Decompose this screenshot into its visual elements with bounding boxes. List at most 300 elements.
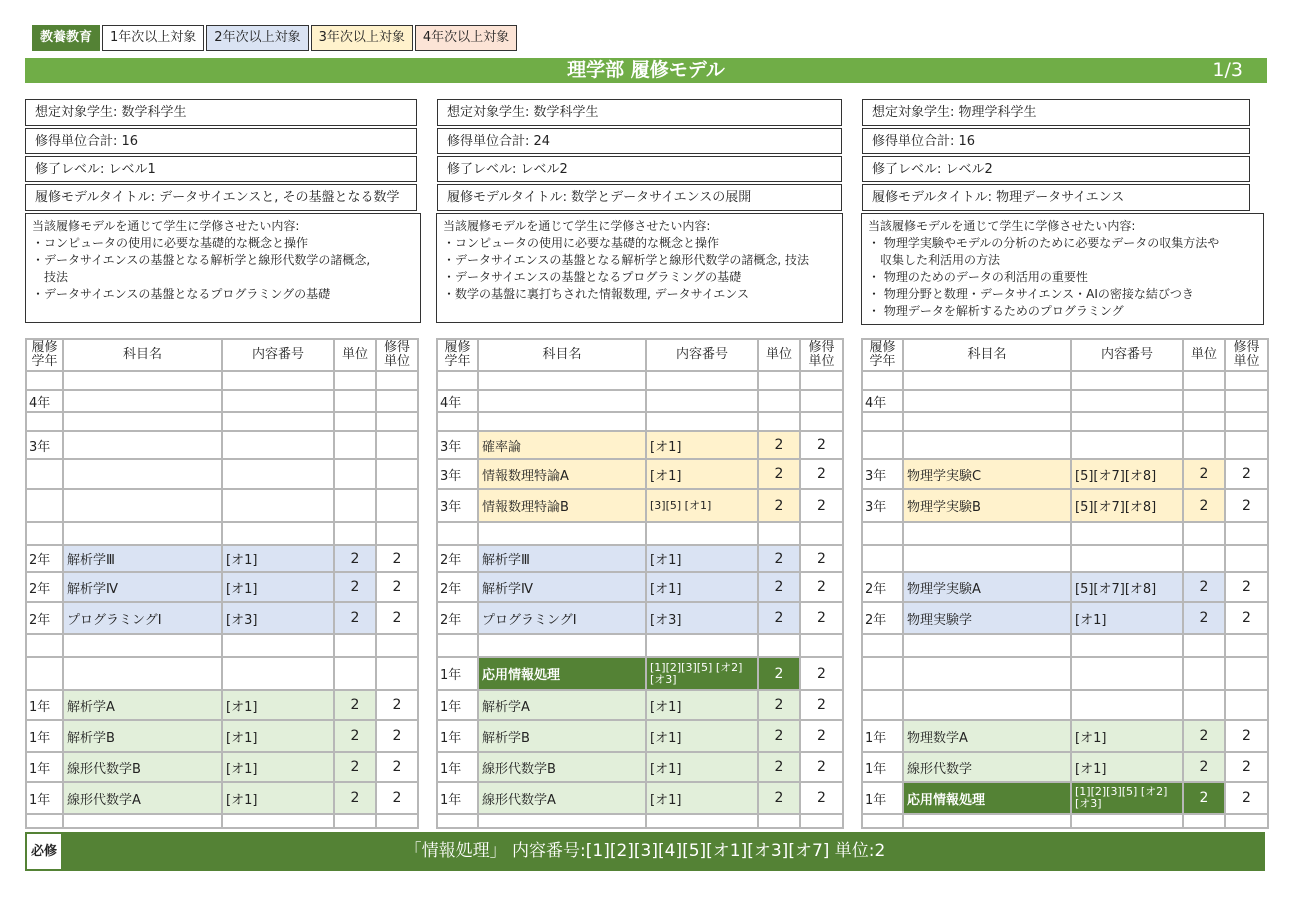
subject-cell: 解析学Ⅲ bbox=[478, 545, 646, 572]
code-cell bbox=[222, 522, 334, 545]
credit-cell: 2 bbox=[800, 545, 843, 572]
code-cell: [オ1] bbox=[222, 752, 334, 782]
goal-line: 収集した利活用の方法 bbox=[880, 253, 1001, 267]
goal-line: 技法 bbox=[44, 270, 69, 284]
table-row bbox=[437, 634, 843, 657]
year-cell bbox=[26, 459, 63, 489]
subject-cell: 線形代数学B bbox=[63, 752, 222, 782]
subject-cell: 線形代数学B bbox=[478, 752, 646, 782]
code-cell bbox=[222, 390, 334, 412]
table-row bbox=[862, 634, 1268, 657]
year-cell bbox=[862, 412, 903, 431]
table-row bbox=[437, 690, 843, 720]
year-cell: 2年 bbox=[26, 602, 63, 634]
subject-cell bbox=[478, 814, 646, 828]
goal-line: ・ 物理のためのデータの利活用の重要性 bbox=[868, 270, 1088, 284]
code-cell: [オ1] bbox=[646, 431, 758, 459]
year-cell: 1年 bbox=[862, 782, 903, 814]
subject-cell bbox=[63, 412, 222, 431]
year-cell: 1年 bbox=[437, 690, 478, 720]
unit-cell bbox=[334, 412, 376, 431]
code-cell: [1][2][3][5] [オ2][オ3] bbox=[646, 657, 758, 690]
subject-cell: 情報数理特論B bbox=[478, 489, 646, 522]
table-row bbox=[437, 572, 843, 602]
header-subject: 科目名 bbox=[478, 339, 646, 371]
year-cell bbox=[437, 634, 478, 657]
credit-cell bbox=[1225, 814, 1268, 828]
unit-cell: 2 bbox=[1183, 572, 1225, 602]
unit-cell bbox=[1183, 814, 1225, 828]
subject-cell: 物理学実験C bbox=[903, 459, 1071, 489]
credit-cell bbox=[376, 814, 418, 828]
unit-cell: 2 bbox=[1183, 489, 1225, 522]
subject-cell bbox=[478, 390, 646, 412]
unit-cell: 2 bbox=[334, 782, 376, 814]
unit-cell: 2 bbox=[334, 752, 376, 782]
unit-cell: 2 bbox=[758, 459, 800, 489]
year-cell: 2年 bbox=[26, 545, 63, 572]
code-cell: [オ1] bbox=[646, 459, 758, 489]
code-cell: [オ1] bbox=[646, 720, 758, 752]
subject-cell: 応用情報処理 bbox=[903, 782, 1071, 814]
table-row bbox=[862, 720, 1268, 752]
header-code: 内容番号 bbox=[1071, 339, 1183, 371]
code-cell bbox=[646, 634, 758, 657]
header-unit: 単位 bbox=[334, 339, 376, 371]
table-row bbox=[26, 634, 418, 657]
header-unit: 単位 bbox=[758, 339, 800, 371]
unit-cell bbox=[1183, 371, 1225, 390]
year-cell bbox=[26, 814, 63, 828]
subject-cell bbox=[903, 657, 1071, 690]
credit-cell bbox=[1225, 522, 1268, 545]
code-cell: [オ1] bbox=[222, 720, 334, 752]
code-cell bbox=[646, 371, 758, 390]
year-cell: 3年 bbox=[437, 489, 478, 522]
code-cell bbox=[222, 371, 334, 390]
table-row bbox=[26, 545, 418, 572]
table-row bbox=[437, 720, 843, 752]
model2-target: 想定対象学生: 数学科学生 bbox=[437, 99, 842, 126]
year-cell: 1年 bbox=[26, 720, 63, 752]
code-cell bbox=[1071, 690, 1183, 720]
credit-cell bbox=[1225, 657, 1268, 690]
header-code: 内容番号 bbox=[222, 339, 334, 371]
header-year: 履修学年 bbox=[862, 339, 903, 371]
table-row bbox=[437, 657, 843, 690]
credit-cell: 2 bbox=[376, 545, 418, 572]
code-cell bbox=[1071, 545, 1183, 572]
unit-cell bbox=[334, 371, 376, 390]
year-cell: 1年 bbox=[437, 782, 478, 814]
unit-cell bbox=[1183, 431, 1225, 459]
table-row bbox=[26, 752, 418, 782]
subject-cell: 線形代数学A bbox=[63, 782, 222, 814]
table-row bbox=[26, 522, 418, 545]
year-cell: 1年 bbox=[437, 720, 478, 752]
table-row bbox=[862, 572, 1268, 602]
subject-cell bbox=[63, 371, 222, 390]
code-cell bbox=[222, 814, 334, 828]
code-cell: [オ1] bbox=[1071, 602, 1183, 634]
table-row bbox=[26, 602, 418, 634]
year-cell bbox=[26, 412, 63, 431]
code-cell: [オ1] bbox=[222, 545, 334, 572]
goal-line: ・データサイエンスの基盤となる解析学と線形代数学の諸概念, 技法 bbox=[443, 253, 809, 267]
year-cell: 2年 bbox=[437, 545, 478, 572]
page-title: 理学部 履修モデル bbox=[567, 59, 725, 81]
credit-cell: 2 bbox=[1225, 459, 1268, 489]
header-subject: 科目名 bbox=[63, 339, 222, 371]
code-cell bbox=[646, 390, 758, 412]
subject-cell bbox=[903, 522, 1071, 545]
table-row bbox=[437, 459, 843, 489]
subject-cell bbox=[903, 634, 1071, 657]
year-cell bbox=[862, 634, 903, 657]
unit-cell: 2 bbox=[758, 752, 800, 782]
subject-cell: 物理学実験A bbox=[903, 572, 1071, 602]
unit-cell bbox=[1183, 690, 1225, 720]
unit-cell: 2 bbox=[758, 431, 800, 459]
credit-cell: 2 bbox=[800, 572, 843, 602]
unit-cell bbox=[334, 390, 376, 412]
year-cell: 1年 bbox=[26, 752, 63, 782]
model3-level: 修了レベル: レベル2 bbox=[862, 156, 1250, 182]
table-row bbox=[437, 545, 843, 572]
table-row bbox=[26, 572, 418, 602]
subject-cell: 解析学A bbox=[63, 690, 222, 720]
table-row bbox=[862, 522, 1268, 545]
code-cell: [1][2][3][5] [オ2][オ3] bbox=[1071, 782, 1183, 814]
credit-cell: 2 bbox=[1225, 752, 1268, 782]
code-cell bbox=[1071, 412, 1183, 431]
code-cell bbox=[222, 412, 334, 431]
year-cell: 1年 bbox=[437, 752, 478, 782]
goal-line: ・データサイエンスの基盤となるプログラミングの基礎 bbox=[32, 287, 331, 301]
credit-cell bbox=[376, 459, 418, 489]
unit-cell bbox=[334, 489, 376, 522]
year-cell: 2年 bbox=[26, 572, 63, 602]
code-cell: [オ1] bbox=[646, 782, 758, 814]
credit-cell bbox=[1225, 634, 1268, 657]
credit-cell bbox=[376, 634, 418, 657]
subject-cell bbox=[63, 459, 222, 489]
unit-cell bbox=[758, 522, 800, 545]
year-cell: 2年 bbox=[862, 572, 903, 602]
unit-cell: 2 bbox=[758, 720, 800, 752]
credit-cell bbox=[1225, 690, 1268, 720]
unit-cell bbox=[334, 431, 376, 459]
year-cell: 2年 bbox=[862, 602, 903, 634]
unit-cell bbox=[1183, 634, 1225, 657]
model1-level: 修了レベル: レベル1 bbox=[25, 156, 417, 182]
table-row bbox=[437, 390, 843, 412]
legend-year1: 1年次以上対象 bbox=[102, 25, 204, 51]
credit-cell: 2 bbox=[800, 431, 843, 459]
credit-cell: 2 bbox=[800, 752, 843, 782]
unit-cell: 2 bbox=[334, 572, 376, 602]
header-year: 履修学年 bbox=[437, 339, 478, 371]
credit-cell: 2 bbox=[376, 782, 418, 814]
unit-cell bbox=[1183, 522, 1225, 545]
unit-cell bbox=[1183, 545, 1225, 572]
code-cell bbox=[222, 489, 334, 522]
subject-cell bbox=[63, 489, 222, 522]
goal-line: 当該履修モデルを通じて学生に学修させたい内容: bbox=[443, 219, 711, 233]
subject-cell: 物理実験学 bbox=[903, 602, 1071, 634]
table-row bbox=[862, 412, 1268, 431]
table-row bbox=[26, 690, 418, 720]
code-cell bbox=[1071, 657, 1183, 690]
unit-cell: 2 bbox=[758, 602, 800, 634]
subject-cell bbox=[63, 814, 222, 828]
model2-title: 履修モデルタイトル: 数学とデータサイエンスの展開 bbox=[437, 184, 842, 211]
unit-cell bbox=[1183, 657, 1225, 690]
subject-cell bbox=[63, 657, 222, 690]
unit-cell: 2 bbox=[334, 545, 376, 572]
subject-cell: 解析学Ⅲ bbox=[63, 545, 222, 572]
subject-cell: 解析学Ⅳ bbox=[478, 572, 646, 602]
unit-cell: 2 bbox=[758, 657, 800, 690]
year-cell bbox=[437, 412, 478, 431]
model3-target: 想定対象学生: 物理学科学生 bbox=[862, 99, 1250, 126]
model3-goals bbox=[861, 213, 1264, 325]
unit-cell bbox=[758, 371, 800, 390]
subject-cell bbox=[478, 522, 646, 545]
year-cell: 2年 bbox=[437, 572, 478, 602]
table-row bbox=[862, 390, 1268, 412]
year-cell bbox=[26, 522, 63, 545]
code-cell bbox=[1071, 371, 1183, 390]
code-cell bbox=[222, 431, 334, 459]
code-cell bbox=[1071, 814, 1183, 828]
subject-cell bbox=[903, 371, 1071, 390]
goal-line: ・数学の基盤に裏打ちされた情報数理, データサイエンス bbox=[443, 287, 749, 301]
unit-cell bbox=[758, 814, 800, 828]
code-cell: [オ1] bbox=[646, 572, 758, 602]
year-cell bbox=[437, 814, 478, 828]
credit-cell: 2 bbox=[376, 752, 418, 782]
year-cell: 3年 bbox=[862, 459, 903, 489]
subject-cell: 解析学Ⅳ bbox=[63, 572, 222, 602]
code-cell: [オ1] bbox=[646, 690, 758, 720]
title-bar bbox=[25, 58, 1267, 83]
year-cell: 3年 bbox=[437, 459, 478, 489]
legend-year4: 4年次以上対象 bbox=[415, 25, 517, 51]
table-row bbox=[862, 371, 1268, 390]
table-row bbox=[862, 545, 1268, 572]
model2-credits: 修得単位合計: 24 bbox=[437, 128, 842, 154]
subject-cell: 線形代数学A bbox=[478, 782, 646, 814]
model2-level: 修了レベル: レベル2 bbox=[437, 156, 842, 182]
goal-line: ・ 物理分野と数理・データサイエンス・AIの密接な結びつき bbox=[868, 287, 1194, 301]
year-cell bbox=[26, 371, 63, 390]
year-cell bbox=[862, 522, 903, 545]
goal-line: ・ 物理学実験やモデルの分析のために必要なデータの収集方法や bbox=[868, 236, 1220, 250]
code-cell bbox=[646, 814, 758, 828]
unit-cell: 2 bbox=[334, 720, 376, 752]
unit-cell: 2 bbox=[758, 572, 800, 602]
table-row bbox=[862, 690, 1268, 720]
model1-target: 想定対象学生: 数学科学生 bbox=[25, 99, 417, 126]
required-course-text: 「情報処理」 内容番号:[1][2][3][4][5][オ1][オ3][オ7] 単位:2 bbox=[404, 841, 886, 861]
year-cell bbox=[26, 489, 63, 522]
header-credit: 修得単位 bbox=[1225, 339, 1268, 371]
model3-course-table bbox=[861, 338, 1269, 829]
unit-cell bbox=[334, 459, 376, 489]
legend-year3: 3年次以上対象 bbox=[311, 25, 413, 51]
legend-year2: 2年次以上対象 bbox=[206, 25, 308, 51]
credit-cell bbox=[376, 657, 418, 690]
subject-cell bbox=[63, 522, 222, 545]
table-row bbox=[437, 489, 843, 522]
table-row bbox=[26, 459, 418, 489]
table-row bbox=[437, 522, 843, 545]
subject-cell: 物理数学A bbox=[903, 720, 1071, 752]
goal-line: 当該履修モデルを通じて学生に学修させたい内容: bbox=[32, 219, 300, 233]
year-cell: 1年 bbox=[26, 690, 63, 720]
year-cell bbox=[862, 814, 903, 828]
subject-cell bbox=[478, 371, 646, 390]
table-row bbox=[862, 814, 1268, 828]
model3-title: 履修モデルタイトル: 物理データサイエンス bbox=[862, 184, 1250, 211]
credit-cell: 2 bbox=[800, 489, 843, 522]
subject-cell bbox=[478, 634, 646, 657]
credit-cell: 2 bbox=[800, 602, 843, 634]
credit-cell bbox=[800, 390, 843, 412]
table-row bbox=[862, 752, 1268, 782]
credit-cell: 2 bbox=[1225, 720, 1268, 752]
credit-cell: 2 bbox=[1225, 782, 1268, 814]
required-badge: 必修 bbox=[27, 834, 61, 869]
credit-cell bbox=[376, 390, 418, 412]
year-cell bbox=[862, 431, 903, 459]
goal-line: 当該履修モデルを通じて学生に学修させたい内容: bbox=[868, 219, 1136, 233]
legend-general: 教養教育 bbox=[32, 25, 100, 51]
year-cell bbox=[26, 634, 63, 657]
code-cell bbox=[222, 657, 334, 690]
year-cell bbox=[862, 371, 903, 390]
credit-cell bbox=[1225, 371, 1268, 390]
unit-cell bbox=[334, 814, 376, 828]
credit-cell bbox=[800, 814, 843, 828]
table-row bbox=[862, 459, 1268, 489]
year-cell bbox=[437, 522, 478, 545]
subject-cell: 線形代数学 bbox=[903, 752, 1071, 782]
subject-cell: プログラミングⅠ bbox=[63, 602, 222, 634]
credit-cell bbox=[1225, 431, 1268, 459]
credit-cell bbox=[800, 371, 843, 390]
year-cell bbox=[862, 545, 903, 572]
table-row bbox=[26, 371, 418, 390]
legend bbox=[32, 25, 517, 51]
footer-required-course bbox=[25, 832, 1265, 871]
table-row bbox=[26, 657, 418, 690]
unit-cell bbox=[1183, 390, 1225, 412]
code-cell bbox=[1071, 634, 1183, 657]
subject-cell bbox=[903, 412, 1071, 431]
credit-cell: 2 bbox=[376, 720, 418, 752]
code-cell bbox=[1071, 390, 1183, 412]
code-cell bbox=[1071, 522, 1183, 545]
code-cell: [オ3] bbox=[646, 602, 758, 634]
goal-line: ・コンピュータの使用に必要な基礎的な概念と操作 bbox=[443, 236, 720, 250]
credit-cell bbox=[1225, 545, 1268, 572]
table-row bbox=[26, 782, 418, 814]
unit-cell: 2 bbox=[1183, 720, 1225, 752]
unit-cell bbox=[334, 657, 376, 690]
year-cell: 1年 bbox=[862, 752, 903, 782]
model2-goals bbox=[436, 213, 843, 323]
unit-cell bbox=[1183, 412, 1225, 431]
credit-cell bbox=[1225, 390, 1268, 412]
table-row bbox=[862, 431, 1268, 459]
code-cell: [オ1] bbox=[1071, 752, 1183, 782]
code-cell bbox=[222, 634, 334, 657]
unit-cell: 2 bbox=[758, 690, 800, 720]
year-cell bbox=[437, 371, 478, 390]
unit-cell: 2 bbox=[1183, 782, 1225, 814]
header-year: 履修学年 bbox=[26, 339, 63, 371]
year-cell: 4年 bbox=[26, 390, 63, 412]
year-cell bbox=[862, 657, 903, 690]
table-row bbox=[437, 431, 843, 459]
credit-cell: 2 bbox=[800, 690, 843, 720]
table-row bbox=[26, 431, 418, 459]
subject-cell: プログラミングⅠ bbox=[478, 602, 646, 634]
table-row bbox=[26, 720, 418, 752]
unit-cell bbox=[334, 522, 376, 545]
code-cell: [オ1] bbox=[646, 545, 758, 572]
credit-cell bbox=[376, 522, 418, 545]
header-code: 内容番号 bbox=[646, 339, 758, 371]
unit-cell: 2 bbox=[758, 545, 800, 572]
table-row bbox=[862, 602, 1268, 634]
header-credit: 修得単位 bbox=[800, 339, 843, 371]
subject-cell: 解析学B bbox=[63, 720, 222, 752]
subject-cell: 物理学実験B bbox=[903, 489, 1071, 522]
code-cell: [オ1] bbox=[222, 690, 334, 720]
model1-course-table bbox=[25, 338, 419, 829]
table-row bbox=[26, 489, 418, 522]
code-cell bbox=[1071, 431, 1183, 459]
credit-cell: 2 bbox=[800, 657, 843, 690]
code-cell: [オ1] bbox=[222, 782, 334, 814]
code-cell: [オ1] bbox=[646, 752, 758, 782]
goal-line: ・データサイエンスの基盤となるプログラミングの基礎 bbox=[443, 270, 742, 284]
credit-cell: 2 bbox=[800, 720, 843, 752]
unit-cell: 2 bbox=[334, 690, 376, 720]
credit-cell bbox=[376, 489, 418, 522]
table-row bbox=[26, 814, 418, 828]
subject-cell bbox=[903, 431, 1071, 459]
year-cell: 1年 bbox=[437, 657, 478, 690]
unit-cell bbox=[334, 634, 376, 657]
model3-credits: 修得単位合計: 16 bbox=[862, 128, 1250, 154]
code-cell: [オ1] bbox=[1071, 720, 1183, 752]
year-cell bbox=[862, 690, 903, 720]
model1-credits: 修得単位合計: 16 bbox=[25, 128, 417, 154]
table-row bbox=[437, 814, 843, 828]
credit-cell bbox=[800, 634, 843, 657]
table-row bbox=[437, 371, 843, 390]
unit-cell: 2 bbox=[1183, 459, 1225, 489]
code-cell: [5][オ7][オ8] bbox=[1071, 459, 1183, 489]
code-cell: [5][オ7][オ8] bbox=[1071, 572, 1183, 602]
subject-cell bbox=[903, 545, 1071, 572]
credit-cell: 2 bbox=[1225, 489, 1268, 522]
subject-cell bbox=[903, 814, 1071, 828]
